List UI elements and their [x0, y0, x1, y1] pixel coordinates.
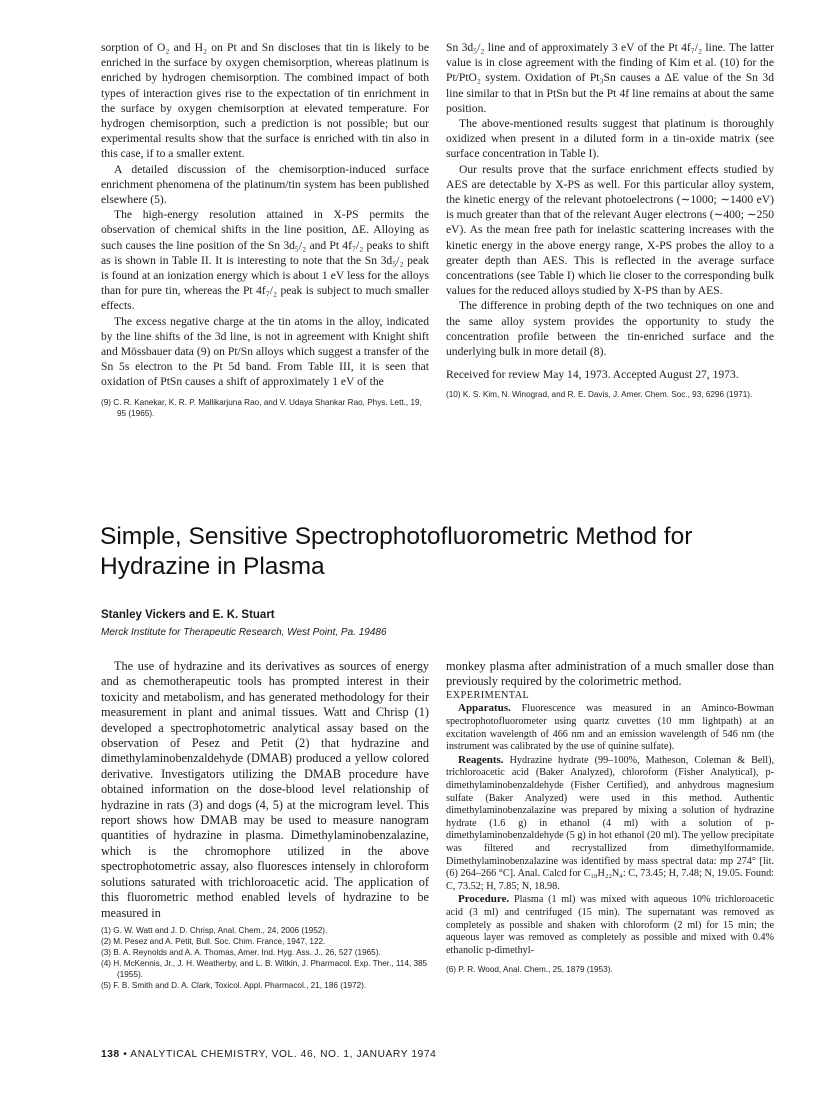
bottom-right-column [446, 659, 774, 975]
paragraph: The excess negative charge at the tin atoms in the alloy, indicated by the line shifts of the 3d line, is not in agreement with Knight shift and Mössbauer data (9) on Pt/Sn alloys which suggest a transfer of the Sn 5s electron to the Pt 5d band. From Table III, it is seen that oxidation of PtSn causes a shift of approximately 1 eV of the [101, 314, 429, 389]
paragraph: Sn 3d₅/₂ line and of approximately 3 eV of the Pt 4f₇/₂ line. The latter value is in close agreement with the finding of Kim et al. (10) for the Pt/PtO₂ system. Oxidation of Pt₃Sn causes a ΔE value of the Sn 3d line similar to that in PtSn but the Pt 4f line remains at about the same position. [446, 41, 774, 115]
intro-paragraph: The use of hydrazine and its derivatives as sources of energy and as chemotherapeutic tools has prompted interest in their toxicity and metabolism, and has generated methodology for their measurement in plant and animal tissues. Watt and Chrisp (1) developed a spectrophotometric analytical assay based on the observation of Pesez and Petit (2) that hydrazine and dimethylaminobenzaldehyde (DMAB) produced a yellow colored derivative. Investigators utilizing the DMAB procedure have obtained information on the dose-blood level relationship of hydrazine in rats (3) and dogs (4, 5) at the microgram level. This report shows how DMAB may be used to measure nanogram quantities of hydrazine in plasma. Dimethylaminobenzalazine, which is the chromophore utilized in the above spectrophotometric assay, also fluoresces intensely in chloroform solutions saturated with trichloroacetic acid. The application of this fluorometric method enabled levels of hydrazine to be measured in [101, 659, 429, 920]
footnotes [446, 964, 774, 975]
paragraph-text: Plasma (1 ml) was mixed with aqueous 10% trichloroacetic acid (3 ml) and centrifuged (15 min). The supernatant was removed as completely as possible and shaken with chloroform (2 ml) for 15 min; the aqueous layer was removed as completely as possible and mixed with 0.4% ethanolic p-dimethyl- [446, 894, 774, 956]
paragraph-reagents [446, 754, 774, 894]
top-left-column [101, 40, 429, 419]
received-note: Received for review May 14, 1973. Accepted August 27, 1973. [446, 368, 739, 382]
paragraph-procedure [446, 893, 774, 957]
run-in-heading: Reagents. [458, 753, 504, 766]
paragraph: The above-mentioned results suggest that platinum is thoroughly oxidized when present in a diluted form in a tin-oxide matrix (see surface concentration in Table I). [446, 117, 774, 161]
paragraph: A detailed discussion of the chemisorption-induced surface enrichment phenomena of the platinum/tin system has been published elsewhere (5). [101, 162, 429, 207]
footnotes [101, 397, 429, 419]
page-footer [101, 1049, 436, 1060]
bottom-left-column [101, 659, 429, 991]
footnote: (5) F. B. Smith and D. A. Clark, Toxicol. Appl. Pharmacol., 21, 186 (1972). [101, 980, 367, 990]
page-number: 138 [101, 1049, 120, 1060]
paragraph-text: Hydrazine hydrate (99–100%, Matheson, Coleman & Bell), trichloroacetic acid (Baker Analyzed), chloroform (Fisher Analytical), p-dimethylaminobenzaldehyde (Fisher Certified), and anhydrous magnesium sulfate (Baker Analyzed) were used in this method. Authentic dimethylaminobenzalazine was prepared by mixing a solution of hydrazine hydrate (1.6 g) in ethanol (4 ml) with a solution of p-dimethylaminobenzaldehyde (5 g) in hot ethanol (20 ml). The yellow precipitate was filtered and recrystallized from dimethylformamide. Dimethylaminobenzalazine was identified by mass spectral data: mp 274° [lit. (6) 264–266 °C]. Anal. Calcd for C₁₈H₂₂N₄: C, 73.45; H, 7.48; N, 19.05. Found: C, 73.52; H, 7.85; N, 18.98. [446, 754, 775, 892]
top-right-column [446, 40, 774, 400]
paragraph: monkey plasma after administration of a much smaller dose than previously required by the colorimetric method. [446, 659, 774, 689]
article-title: Simple, Sensitive Spectrophotofluorometric Method for Hydrazine in Plasma [100, 523, 693, 580]
run-in-heading: Apparatus. [458, 702, 511, 715]
footnote: (6) P. R. Wood, Anal. Chem., 25, 1879 (1953). [446, 965, 613, 975]
article-affiliation: Merck Institute for Therapeutic Research, West Point, Pa. 19486 [101, 627, 387, 638]
run-in-heading: Procedure. [458, 893, 510, 906]
footnotes [101, 925, 429, 991]
footnote: (10) K. S. Kim, N. Winograd, and R. E. Davis, J. Amer. Chem. Soc., 93, 6296 (1971). [446, 390, 753, 400]
paragraph: The high-energy resolution attained in X-PS permits the observation of chemical shifts in the line position, ΔE. Alloying as such causes the line position of the Sn 3d₅/₂ and Pt 4f₇/₂ peaks to shift as is shown in Table II. It is interesting to note that the Sn 3d₅/₂ peak is found at an ionization energy which is about 1 eV less for the alloys than for pure tin, whereas the Pt 4f₇/₂ peak is subject to much smaller effects. [101, 208, 429, 313]
paragraph: sorption of O₂ and H₂ on Pt and Sn discloses that tin is likely to be enriched in the surface by oxygen chemisorption, whereas platinum is enriched by hydrogen chemisorption. The combined impact of both types of interaction gives rise to the expectation of tin enrichment in the surface by oxygen chemisorption at elevated temperature. For hydrogen chemisorption, such a prediction is not possible; but our experimental results show that the surface is enriched with tin also in this case, if to a smaller extent. [101, 41, 429, 161]
footnote: (9) C. R. Kanekar, K. R. P. Mallikarjuna Rao, and V. Udaya Shankar Rao, Phys. Lett., 19, 95 (1965). [101, 397, 422, 418]
footnotes [446, 389, 774, 400]
footer-separator: • [123, 1049, 128, 1060]
paragraph: The difference in probing depth of the two techniques on one and the same alloy system provides the opportunity to study the concentration profile between the tin-enriched surface and the underlying bulk in more detail (8). [446, 299, 774, 359]
paragraph-apparatus [446, 702, 774, 753]
footnote: (4) H. McKennis, Jr., J. H. Weatherby, and L. B. Witkin, J. Pharmacol. Exp. Ther., 114, 385 (1955). [101, 958, 428, 979]
footnote: (2) M. Pesez and A. Petit, Bull. Soc. Chim. France, 1947, 122. [101, 936, 326, 946]
paragraph-text: Fluorescence was measured in an Aminco-Bowman spectrophotofluorometer using quartz cuvettes (10 mm lightpath) at an excitation wavelength of 466 nm and an emission wavelength of 546 nm (the instrument was calibrated by the use of quinine sulfate). [446, 703, 774, 753]
journal-citation: ANALYTICAL CHEMISTRY, VOL. 46, NO. 1, JANUARY 1974 [130, 1049, 437, 1060]
paragraph: Our results prove that the surface enrichment effects studied by AES are detectable by X-PS as well. For this particular alloy system, the kinetic energy of the relevant photoelectrons (∼1000; ∼1400 eV) is much greater than that of the relevant Auger electrons (∼400; ∼250 eV). As the mean free path for inelastic scattering increases with the kinetic energy in the above energy range, X-PS probes the alloy to a greater depth than AES. This is reflected in the average surface concentrations (see Table I) which lie closer to the corresponding bulk values for the reduced alloys studied by X-PS than by AES. [446, 162, 774, 298]
footnote: (3) B. A. Reynolds and A. A. Thomas, Amer. Ind. Hyg. Ass. J., 26, 527 (1965). [101, 947, 381, 957]
footnote: (1) G. W. Watt and J. D. Chrisp, Anal. Chem., 24, 2006 (1952). [101, 925, 328, 935]
section-heading: EXPERIMENTAL [446, 689, 530, 701]
article-authors: Stanley Vickers and E. K. Stuart [101, 609, 275, 621]
